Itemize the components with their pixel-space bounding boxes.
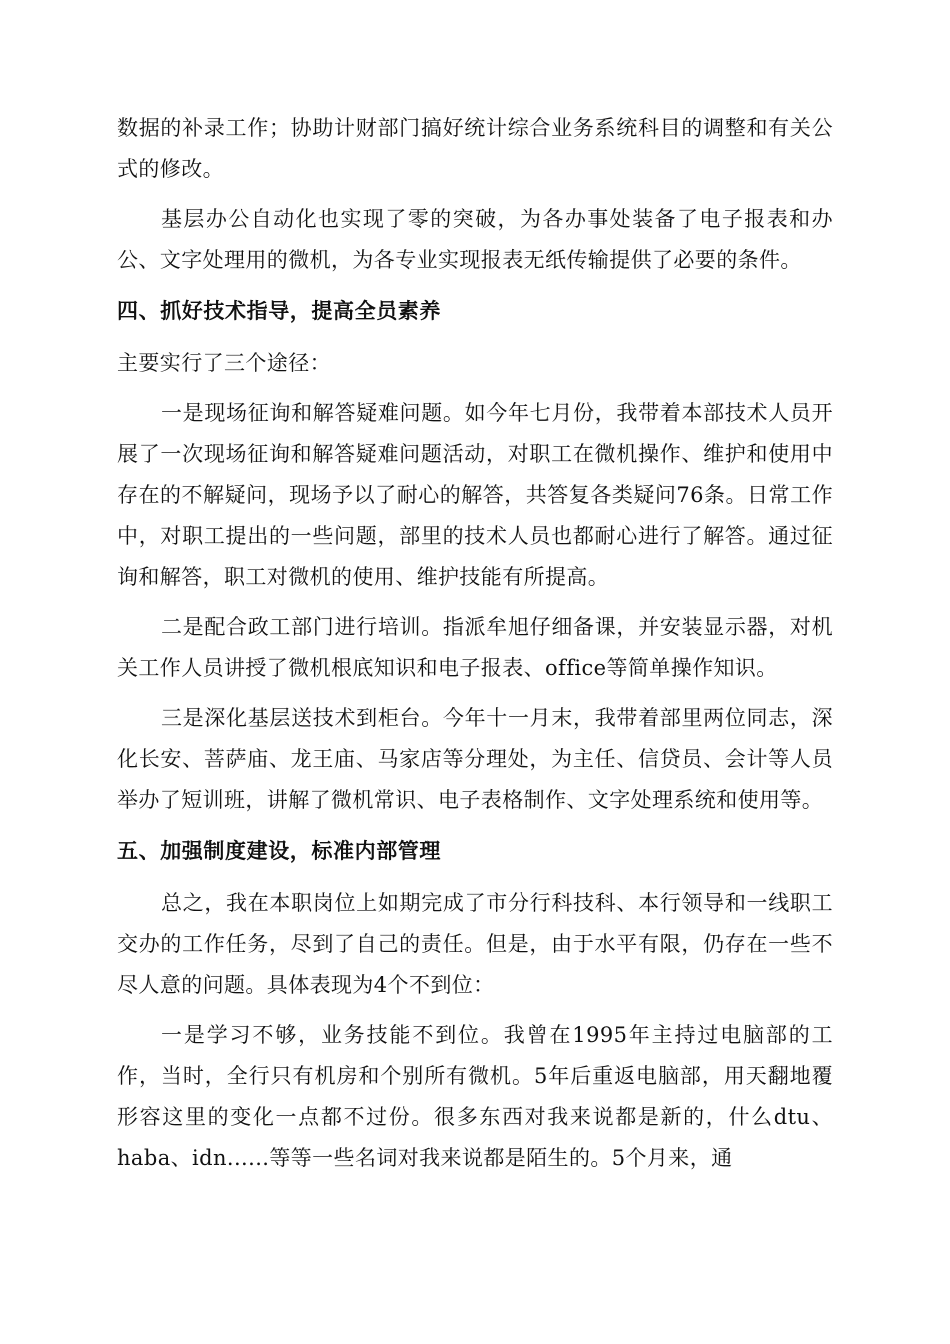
paragraph-approach-2: 二是配合政工部门进行培训。指派牟旭仔细备课，并安装显示器，对机关工作人员讲授了微机根底知识和电子报表、office等简单操作知识。 <box>117 615 833 680</box>
paragraph-summary: 总之，我在本职岗位上如期完成了市分行科技科、本行领导和一线职工交办的工作任务，尽到了自己的责任。但是，由于水平有限，仍存在一些不尽人意的问题。具体表现为4个不到位： <box>117 891 833 997</box>
section-heading-5: 五、加强制度建设，标准内部管理 <box>117 838 441 863</box>
paragraph-continuation: 数据的补录工作；协助计财部门搞好统计综合业务系统科目的调整和有关公式的修改。 <box>117 116 833 181</box>
document-body <box>117 108 833 1188</box>
section-heading-4: 四、抓好技术指导，提高全员素养 <box>117 298 441 323</box>
paragraph-approach-3: 三是深化基层送技术到柜台。今年十一月末，我带着部里两位同志，深化长安、菩萨庙、龙王庙、马家店等分理处，为主任、信贷员、会计等人员举办了短训班，讲解了微机常识、电子表格制作、文字处理系统和使用等。 <box>117 706 833 812</box>
paragraph-office-automation: 基层办公自动化也实现了零的突破，为各办事处装备了电子报表和办公、文字处理用的微机，为各专业实现报表无纸传输提供了必要的条件。 <box>117 207 833 272</box>
paragraph-approach-1: 一是现场征询和解答疑难问题。如今年七月份，我带着本部技术人员开展了一次现场征询和解答疑难问题活动，对职工在微机操作、维护和使用中存在的不解疑问，现场予以了耐心的解答，共答复各类疑问76条。日常工作中，对职工提出的一些问题，部里的技术人员也都耐心进行了解答。通过征询和解答，职工对微机的使用、维护技能有所提高。 <box>117 401 833 589</box>
paragraph-shortcoming-1: 一是学习不够，业务技能不到位。我曾在1995年主持过电脑部的工作，当时，全行只有机房和个别所有微机。5年后重返电脑部，用天翻地覆形容这里的变化一点都不过份。很多东西对我来说都是新的，什么dtu、haba、idn......等等一些名词对我来说都是陌生的。5个月来，通 <box>117 1023 833 1170</box>
paragraph-three-approaches: 主要实行了三个途径： <box>117 351 331 375</box>
